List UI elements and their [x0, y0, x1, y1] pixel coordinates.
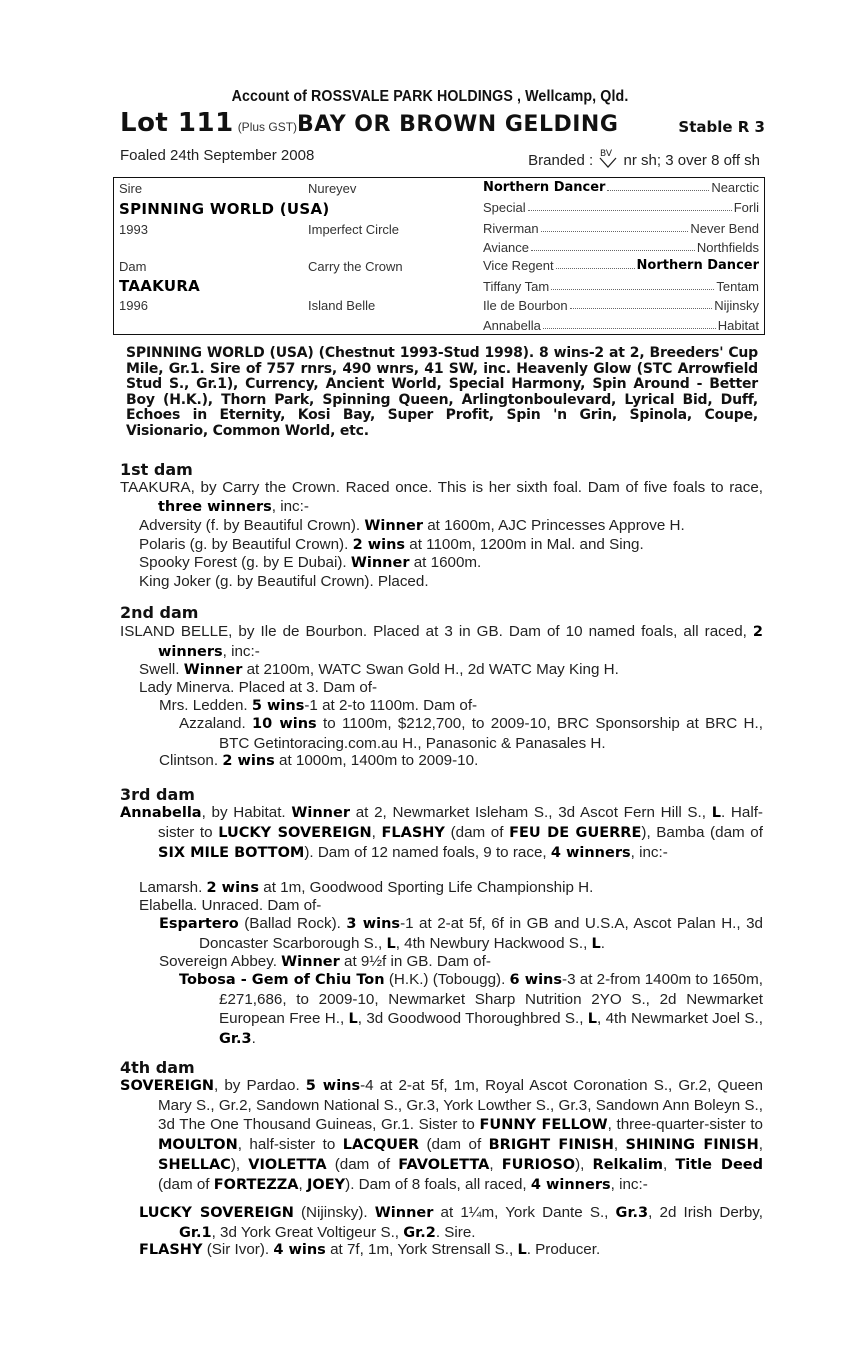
fourth-dam-progeny-1: LUCKY SOVEREIGN (Nijinsky). Winner at 1¼m, York Dante S., Gr.3, 2d Irish Derby, Gr.1, 3d York Great Voltigeur S., Gr.2. Sire. [139, 1204, 763, 1241]
sire-sire: Nureyev [308, 181, 357, 196]
first-dam-progeny-3: Spooky Forest (g. by E Dubai). Winner at 1600m. [139, 554, 482, 571]
lot-number: Lot 111 [120, 108, 234, 138]
first-dam-progeny-1: Adversity (f. by Beautiful Crown). Winner at 1600m, AJC Princesses Approve H. [139, 517, 685, 534]
pedigree-row-5: Vice Regent Northern Dancer [483, 258, 759, 273]
branded-label: Branded : [528, 152, 594, 169]
pedigree-row-1: Northern Dancer Nearctic [483, 180, 759, 195]
plus-gst-note: (Plus GST) [237, 120, 298, 134]
dam-sire: Carry the Crown [308, 259, 403, 274]
third-dam-intro: Annabella, by Habitat. Winner at 2, Newmarket Isleham S., 3d Ascot Fern Hill S., L. Half-sister to LUCKY SOVEREIGN, FLASHY (dam of FEU DE GUERRE), Bamba (dam of SIX MILE BOTTOM). Dam of 12 named foals, 9 to race, 4 winners, inc:- [120, 804, 763, 861]
pedigree-row-4: Aviance Northfields [483, 240, 759, 255]
pedigree-row-8: Annabella Habitat [483, 318, 759, 333]
third-dam-progeny-2: Elabella. Unraced. Dam of- [139, 897, 322, 914]
first-dam-heading: 1st dam [120, 460, 193, 479]
third-dam-greatgrandprogeny-1: Tobosa - Gem of Chiu Ton (H.K.) (Tobougg). 6 wins-3 at 2-from 1400m to 1650m, £271,686, to 2009-10, Newmarket Sharp Nutrition 2YO S., 2d Newmarket European Free H., L, 3d Goodwood Thoroughbred S., L, 4th Newmarket Joel S., Gr.3. [179, 971, 763, 1047]
second-dam-heading: 2nd dam [120, 603, 199, 622]
second-dam-grandprogeny-2: Clintson. 2 wins at 1000m, 1400m to 2009-10. [159, 752, 479, 769]
brand-mark-icon [597, 147, 619, 169]
sire-summary: SPINNING WORLD (USA) (Chestnut 1993-Stud 1998). 8 wins-2 at 2, Breeders' Cup Mile, Gr.1. Sire of 757 rnrs, 490 wnrs, 41 SW, inc. Heavenly Glow (STC Arrowfield Stud S., Gr.1), Currency, Ancient World, Special Harmony, Spin Around - Better Boy (H.K.), Thorn Park, Spinning Queen, Arlingtonboulevard, Lyrical Bid, Duff, Echoes in Eternity, Kosi Bay, Super Profit, Spin 'n Grin, Spinola, Coupe, Visionario, Common World, etc. [126, 345, 758, 439]
first-dam-progeny-4: King Joker (g. by Beautiful Crown). Placed. [139, 573, 429, 590]
first-dam-intro: TAAKURA, by Carry the Crown. Raced once. This is her sixth foal. Dam of five foals to race, three winners, inc:- [120, 479, 763, 515]
second-dam-progeny-1: Swell. Winner at 2100m, WATC Swan Gold H., 2d WATC May King H. [139, 661, 619, 678]
first-dam-progeny-2: Polaris (g. by Beautiful Crown). 2 wins at 1100m, 1200m in Mal. and Sing. [139, 536, 644, 553]
horse-description: BAY OR BROWN GELDING [297, 112, 619, 137]
second-dam-intro: ISLAND BELLE, by Ile de Bourbon. Placed at 3 in GB. Dam of 10 named foals, all raced, 2 winners, inc:- [120, 623, 763, 660]
sire-year: 1993 [119, 222, 148, 237]
fourth-dam-heading: 4th dam [120, 1058, 195, 1077]
third-dam-progeny-1: Lamarsh. 2 wins at 1m, Goodwood Sporting Life Championship H. [139, 879, 594, 896]
lot-header [120, 108, 765, 140]
dam-name: TAAKURA [119, 277, 201, 295]
pedigree-row-3: Riverman Never Bend [483, 221, 759, 236]
third-dam-heading: 3rd dam [120, 785, 195, 804]
sire-name: SPINNING WORLD (USA) [119, 200, 330, 218]
second-dam-progeny-2: Lady Minerva. Placed at 3. Dam of- [139, 679, 378, 696]
stable-location: Stable R 3 [678, 118, 765, 136]
fourth-dam-intro: SOVEREIGN, by Pardao. 5 wins-4 at 2-at 5f, 1m, Royal Ascot Coronation S., Gr.2, Queen Mary S., Gr.2, Sandown National S., Gr.3, York Lowther S., Gr.3, Sandown Ann Boleyn S., 3d The One Thousand Guineas, Gr.1. Sister to FUNNY FELLOW, three-quarter-sister to MOULTON, half-sister to LACQUER (dam of BRIGHT FINISH, SHINING FINISH, SHELLAC), VIOLETTA (dam of FAVOLETTA, FURIOSO), Relkalim, Title Deed (dam of FORTEZZA, JOEY). Dam of 8 foals, all raced, 4 winners, inc:- [120, 1077, 763, 1193]
dam-dam: Island Belle [308, 298, 376, 313]
second-dam-greatgrandprogeny-1: Azzaland. 10 wins to 1100m, $212,700, to 2009-10, BRC Sponsorship at BRC H., BTC Getintoracing.com.au H., Panasonic & Panasales H. [179, 715, 763, 752]
dam-year: 1996 [119, 298, 148, 313]
third-dam-grandprogeny-1: Espartero (Ballad Rock). 3 wins-1 at 2-at 5f, 6f in GB and U.S.A, Ascot Palan H., 3d Doncaster Scarborough S., L, 4th Newbury Hackwood S., L. [159, 915, 763, 952]
vendor-account: Account of ROSSVALE PARK HOLDINGS , Wellcamp, Qld. [231, 88, 629, 105]
second-dam-grandprogeny-1: Mrs. Ledden. 5 wins-1 at 2-to 1100m. Dam of- [159, 697, 478, 714]
branded-details: nr sh; 3 over 8 off sh [623, 152, 760, 169]
pedigree-row-6: Tiffany Tam Tentam [483, 279, 759, 294]
sire-dam: Imperfect Circle [308, 222, 400, 237]
sire-label: Sire [119, 181, 143, 196]
pedigree-row-7: Ile de Bourbon Nijinsky [483, 298, 759, 313]
foaled-date: Foaled 24th September 2008 [120, 147, 315, 164]
fourth-dam-progeny-2: FLASHY (Sir Ivor). 4 wins at 7f, 1m, York Strensall S., L. Producer. [139, 1241, 601, 1258]
brand-mark-text: BV [600, 149, 613, 159]
dam-label: Dam [119, 259, 147, 274]
third-dam-grandprogeny-2: Sovereign Abbey. Winner at 9½f in GB. Dam of- [159, 953, 491, 970]
brand-info [528, 147, 760, 169]
pedigree-row-2: Special Forli [483, 200, 759, 215]
